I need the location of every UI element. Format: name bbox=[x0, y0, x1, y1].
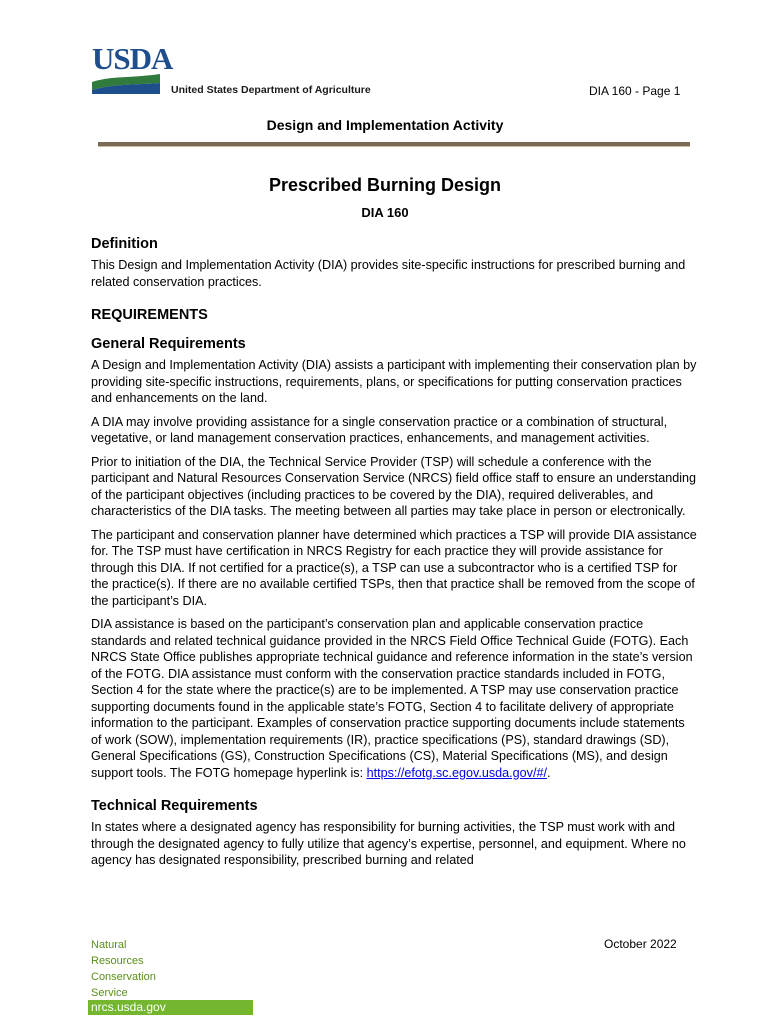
technical-requirements-heading: Technical Requirements bbox=[91, 798, 258, 814]
agency-line: Service bbox=[91, 987, 128, 999]
general-paragraph-5-text: DIA assistance is based on the participant’s conservation plan and applicable conservation practice standards and related technical guidance provided in the NRCS Field Office Technical Guide (FOTG). Each NRCS State Office publishes appropriate technical guidance and reference information in the state’s version of the FOTG. DIA assistance must conform with the conservation practice standards included in FOTG, Section 4 for the state where the practice(s) are to be implemented. A TSP may use conservation practice supporting documents found in the applicable state’s FOTG, Section 4 to facilitate delivery of appropriate information to the participant. Examples of conservation practice supporting documents include statements of work (SOW), implementation requirements (IR), practice specifications (PS), standard drawings (SD), General Specifications (GS), Construction Specifications (CS), Material Specifications (MS), and design support tools. The FOTG homepage hyperlink is: bbox=[91, 617, 693, 780]
agency-line: Conservation bbox=[91, 971, 156, 983]
usda-swoosh-icon bbox=[92, 74, 160, 94]
department-name: United States Department of Agriculture bbox=[171, 84, 371, 96]
general-paragraph-3: Prior to initiation of the DIA, the Technical Service Provider (TSP) will schedule a conference with the participant and Natural Resources Conservation Service (NRCS) field office staff to ensure an understanding of the participant objectives (including practices to be covered by the DIA), required deliverables, and characteristics of the DIA tasks. The meeting between all parties may take place in person or electronically. bbox=[91, 454, 697, 518]
agency-line: Natural bbox=[91, 939, 127, 951]
fotg-link-end: . bbox=[546, 765, 551, 780]
technical-paragraph-1: In states where a designated agency has responsibility for burning activities, the TSP must work with and through the designated agency to fully utilize that agency’s expertise, personnel, and equipment. Where no agency has designated responsibility, prescribed burning and related bbox=[91, 820, 686, 867]
definition-heading: Definition bbox=[91, 236, 158, 252]
document-code: DIA 160 bbox=[361, 205, 409, 220]
nrcs-agency-name bbox=[91, 937, 156, 1001]
usda-logo bbox=[92, 41, 173, 94]
website-link[interactable]: nrcs.usda.gov bbox=[91, 1000, 166, 1014]
activity-title: Design and Implementation Activity bbox=[266, 117, 504, 133]
footer-date: October 2022 bbox=[604, 937, 677, 951]
document-body bbox=[91, 236, 697, 876]
requirements-heading: REQUIREMENTS bbox=[91, 307, 208, 323]
general-requirements-heading: General Requirements bbox=[91, 336, 246, 352]
agency-line: Resources bbox=[91, 955, 144, 967]
usda-logo-text: USDA bbox=[92, 41, 173, 76]
general-paragraph-4: The participant and conservation planner have determined which practices a TSP will provide DIA assistance for. The TSP must have certification in NRCS Registry for each practice they will provide assistance for through this DIA. If not certified for a practice(s), a TSP can use a subcontractor who is a certified TSP for the practice(s). If there are no available certified TSPs, then that practice shall be removed from the scope of the participant’s DIA. bbox=[91, 527, 697, 608]
definition-text: This Design and Implementation Activity (DIA) provides site-specific instructions for prescribed burning and related conservation practices. bbox=[91, 258, 686, 289]
document-title: Prescribed Burning Design bbox=[268, 175, 502, 195]
fotg-link[interactable]: https://efotg.sc.egov.usda.gov/#/ bbox=[366, 765, 547, 780]
general-paragraph-1: A Design and Implementation Activity (DIA) assists a participant with implementing their conservation plan by providing site-specific instructions, requirements, plans, or specifications for putting conservation practices and enhancements on the land. bbox=[91, 358, 697, 405]
general-paragraph-5 bbox=[91, 616, 697, 781]
page-number: DIA 160 - Page 1 bbox=[589, 84, 681, 98]
website-bar bbox=[88, 1000, 253, 1015]
header-divider-shadow bbox=[98, 146, 690, 147]
general-paragraph-2: A DIA may involve providing assistance for a single conservation practice or a combination of structural, vegetative, or land management conservation practices, enhancements, and management activities. bbox=[91, 414, 668, 445]
